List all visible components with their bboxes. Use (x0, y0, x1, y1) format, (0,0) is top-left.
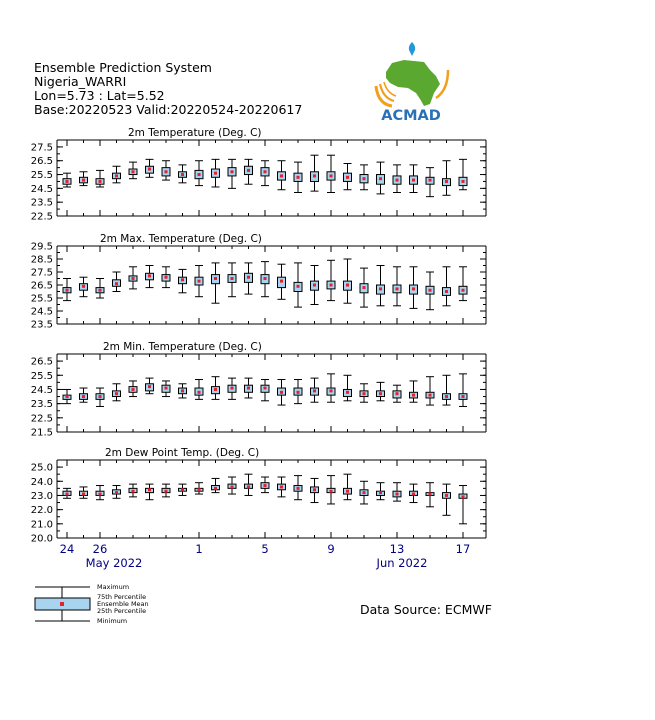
mean-marker (313, 174, 316, 177)
mean-marker (429, 289, 432, 292)
box-plot-day (146, 266, 154, 288)
mean-marker (264, 387, 267, 390)
box-plot-day (80, 487, 88, 498)
mean-marker (231, 485, 234, 488)
box-plot-day (426, 483, 434, 507)
box-plot-day (410, 381, 418, 402)
mean-marker (132, 277, 135, 280)
box-plot-day (261, 477, 269, 493)
panel-title: 2m Max. Temperature (Deg. C) (100, 233, 262, 245)
mean-marker (280, 280, 283, 283)
mean-marker (379, 392, 382, 395)
box-plot-day (261, 262, 269, 297)
box-plot-day (327, 260, 335, 300)
mean-marker (363, 392, 366, 395)
mean-marker (445, 180, 448, 183)
mean-marker (115, 174, 118, 177)
mean-marker (247, 387, 250, 390)
box-plot-day (410, 484, 418, 502)
logo-text: ACMAD (381, 108, 441, 124)
box-plot-day (360, 268, 368, 307)
mean-marker (214, 277, 217, 280)
y-tick-label: 23.5 (30, 197, 53, 209)
panel-title: 2m Temperature (Deg. C) (128, 127, 262, 139)
x-tick-label: 17 (455, 542, 471, 556)
mean-marker (462, 495, 465, 498)
mean-marker (297, 285, 300, 288)
box-plot-day (80, 172, 88, 186)
y-tick-label: 25.5 (30, 370, 53, 382)
mean-marker (247, 169, 250, 172)
chart-panels (31, 127, 486, 570)
mean-marker (99, 180, 102, 183)
box-plot-day (459, 374, 467, 407)
mean-marker (429, 493, 432, 496)
header-location: Nigeria_WARRI (34, 74, 127, 89)
chart-panel (31, 233, 486, 331)
mean-marker (231, 277, 234, 280)
mean-marker (412, 287, 415, 290)
box-plot-day (294, 476, 302, 500)
box-plot-day (195, 266, 203, 297)
y-tick-label: 23.5 (30, 399, 53, 411)
box-plot-day (410, 165, 418, 193)
x-month-label: May 2022 (85, 556, 143, 570)
y-tick-label: 23.5 (30, 319, 53, 331)
y-tick-label: 26.5 (30, 280, 53, 292)
box-plot-day (162, 267, 170, 288)
box-plot-day (393, 385, 401, 402)
box-plot-day (327, 476, 335, 504)
mean-marker (214, 172, 217, 175)
mean-marker (132, 170, 135, 173)
mean-marker (297, 391, 300, 394)
y-tick-label: 24.5 (30, 183, 53, 195)
mean-marker (346, 391, 349, 394)
box-plot-day (80, 388, 88, 402)
mean-marker (396, 179, 399, 182)
box-plot-day (146, 159, 154, 177)
y-tick-label: 23.0 (30, 490, 53, 502)
box-plot-day (294, 263, 302, 307)
mean-marker (280, 485, 283, 488)
box-plot-day (245, 378, 253, 398)
box-plot-day (377, 162, 385, 194)
mean-marker (66, 180, 69, 183)
mean-marker (148, 168, 151, 171)
box-plot-day (426, 377, 434, 405)
mean-marker (181, 389, 184, 392)
mean-marker (313, 488, 316, 491)
box-plot-day (129, 267, 137, 289)
box-plot-day (443, 375, 451, 405)
mean-marker (363, 491, 366, 494)
box-plot-day (327, 374, 335, 402)
box-plot-day (63, 173, 71, 187)
chart-panel (31, 127, 486, 223)
box-plot-day (113, 384, 121, 401)
legend-p75-label: 75th Percentile (97, 593, 147, 601)
box-plot-day (294, 380, 302, 404)
box-plot-day (377, 483, 385, 500)
box-plot-day (459, 486, 467, 524)
box-plot-day (129, 162, 137, 179)
box-plot-day (212, 159, 220, 187)
mean-marker (214, 487, 217, 490)
mean-marker (429, 179, 432, 182)
acmad-logo (376, 42, 448, 124)
box-plot-day (443, 161, 451, 196)
box-plot-day (278, 161, 286, 190)
box-plot-day (393, 483, 401, 501)
x-month-label: Jun 2022 (376, 556, 428, 570)
mean-marker (198, 173, 201, 176)
header-coordinates: Lon=5.73 : Lat=5.52 (34, 88, 165, 103)
mean-marker (214, 388, 217, 391)
box-plot-day (96, 279, 104, 299)
box-plot-day (245, 474, 253, 495)
mean-marker (462, 395, 465, 398)
mean-marker (82, 395, 85, 398)
mean-marker (181, 278, 184, 281)
box-plot-day (195, 380, 203, 400)
x-tick-label: 5 (261, 542, 269, 556)
y-tick-label: 27.5 (30, 267, 53, 279)
box-plot-day (311, 378, 319, 402)
header-title: Ensemble Prediction System (34, 60, 212, 75)
box-plot-day (96, 486, 104, 500)
box-plot-day (311, 478, 319, 502)
mean-marker (264, 170, 267, 173)
mean-marker (82, 179, 85, 182)
mean-marker (148, 488, 151, 491)
mean-marker (264, 277, 267, 280)
mean-marker (379, 287, 382, 290)
box-plot-day (360, 165, 368, 190)
mean-marker (346, 284, 349, 287)
y-tick-label: 29.5 (30, 241, 53, 253)
data-source-label: Data Source: ECMWF (360, 602, 492, 617)
box-plot-day (360, 481, 368, 504)
panel-title: 2m Dew Point Temp. (Deg. C) (105, 447, 260, 459)
y-tick-label: 25.5 (30, 293, 53, 305)
box-plot-day (426, 272, 434, 310)
mean-marker (66, 395, 69, 398)
x-tick-label: 1 (195, 542, 203, 556)
mean-marker (379, 177, 382, 180)
legend-maximum-label: Maximum (97, 583, 130, 591)
mean-marker (462, 289, 465, 292)
box-plot-day (80, 277, 88, 297)
box-plot-day (426, 168, 434, 197)
box-plot-day (162, 381, 170, 397)
box-plot-day (410, 267, 418, 309)
box-plot-day (179, 484, 187, 495)
box-plot-day (179, 384, 187, 398)
mean-marker (412, 179, 415, 182)
chart-panel (31, 341, 486, 439)
box-plot-day (113, 486, 121, 499)
mean-marker (115, 392, 118, 395)
mean-marker (181, 173, 184, 176)
box-plot-day (377, 266, 385, 306)
mean-marker (132, 490, 135, 493)
mean-marker (313, 284, 316, 287)
box-plot-day (63, 279, 71, 301)
mean-marker (412, 493, 415, 496)
mean-marker (165, 387, 168, 390)
box-plot-day (377, 382, 385, 400)
y-tick-label: 22.5 (30, 413, 53, 425)
mean-marker (363, 286, 366, 289)
mean-marker (429, 394, 432, 397)
mean-marker (66, 493, 69, 496)
mean-marker (396, 392, 399, 395)
mean-marker (330, 174, 333, 177)
box-plot-day (344, 163, 352, 189)
mean-marker (297, 176, 300, 179)
mean-marker (363, 177, 366, 180)
y-tick-label: 24.5 (30, 384, 53, 396)
mean-marker (99, 493, 102, 496)
mean-marker (82, 493, 85, 496)
box-plot-day (96, 170, 104, 187)
mean-marker (396, 493, 399, 496)
mean-marker (346, 176, 349, 179)
mean-marker (247, 276, 250, 279)
box-plot-day (129, 381, 137, 397)
mean-marker (181, 488, 184, 491)
box-plot-day (278, 264, 286, 299)
box-plot-day (327, 155, 335, 192)
mean-marker (280, 174, 283, 177)
box-plot-day (228, 477, 236, 494)
mean-marker (165, 276, 168, 279)
box-plot-day (228, 263, 236, 297)
mean-marker (198, 488, 201, 491)
box-plot-day (195, 161, 203, 186)
y-tick-label: 22.5 (30, 211, 53, 223)
mean-marker (445, 395, 448, 398)
panel-title: 2m Min. Temperature (Deg. C) (103, 341, 262, 353)
legend-mean-dot (60, 602, 64, 606)
y-tick-label: 27.5 (30, 142, 53, 154)
x-tick-label: 9 (327, 542, 335, 556)
mean-marker (165, 490, 168, 493)
mean-marker (313, 389, 316, 392)
mean-marker (330, 490, 333, 493)
box-plot-day (261, 161, 269, 186)
mean-marker (231, 170, 234, 173)
y-tick-label: 25.5 (30, 170, 53, 182)
x-tick-label: 24 (59, 542, 75, 556)
legend-mean-label: Ensemble Mean (97, 600, 149, 608)
mean-marker (99, 289, 102, 292)
mean-marker (148, 385, 151, 388)
box-plot-day (245, 263, 253, 294)
box-plot-day (360, 384, 368, 402)
mean-marker (198, 391, 201, 394)
box-plot-day (162, 161, 170, 180)
box-plot-day (113, 166, 121, 183)
box-plot-day (294, 162, 302, 192)
box-plot-day (344, 474, 352, 500)
mean-marker (280, 391, 283, 394)
y-tick-label: 21.0 (30, 519, 53, 531)
box-plot-day (311, 155, 319, 191)
mean-marker (198, 280, 201, 283)
box-plot-day (344, 375, 352, 401)
x-tick-label: 26 (92, 542, 108, 556)
box-plot-day (278, 477, 286, 497)
y-tick-label: 24.5 (30, 306, 53, 318)
x-tick-label: 13 (389, 542, 405, 556)
mean-marker (66, 289, 69, 292)
mean-marker (264, 484, 267, 487)
mean-marker (445, 494, 448, 497)
mean-marker (445, 290, 448, 293)
mean-marker (115, 491, 118, 494)
mean-marker (297, 487, 300, 490)
box-plot-day (179, 269, 187, 292)
box-plot-day (393, 165, 401, 193)
mean-marker (115, 282, 118, 285)
y-tick-label: 24.0 (30, 476, 53, 488)
mean-marker (231, 387, 234, 390)
mean-marker (247, 485, 250, 488)
box-plot-day (261, 380, 269, 401)
header-dates: Base:20220523 Valid:20220524-20220617 (34, 102, 303, 117)
y-tick-label: 26.5 (30, 356, 53, 368)
mean-marker (165, 170, 168, 173)
mean-marker (148, 274, 151, 277)
y-tick-label: 25.0 (30, 462, 53, 474)
box-plot-day (195, 483, 203, 494)
box-plot-day (96, 388, 104, 406)
box-plot-day (146, 378, 154, 394)
box-plot-day (63, 389, 71, 403)
mean-marker (330, 389, 333, 392)
box-plot-day (245, 159, 253, 184)
mean-marker (379, 491, 382, 494)
box-plot-day (459, 267, 467, 301)
y-tick-label: 22.0 (30, 505, 53, 517)
box-plot-day (179, 165, 187, 183)
box-plot-day (212, 478, 220, 492)
box-plot-day (129, 484, 137, 497)
box-plot-day (443, 267, 451, 306)
mean-marker (462, 180, 465, 183)
y-tick-label: 20.0 (30, 533, 53, 545)
legend-p25-label: 25th Percentile (97, 607, 147, 615)
box-plot-day (212, 377, 220, 400)
mean-marker (396, 287, 399, 290)
y-tick-label: 28.5 (30, 254, 53, 266)
box-plot-day (393, 267, 401, 306)
mean-marker (99, 395, 102, 398)
legend (35, 583, 149, 625)
box-plot-day (146, 484, 154, 500)
y-tick-label: 21.5 (30, 427, 53, 439)
box-plot-day (278, 380, 286, 406)
legend-minimum-label: Minimum (97, 617, 128, 625)
mean-marker (82, 285, 85, 288)
box-plot-day (311, 266, 319, 305)
box-plot-day (344, 259, 352, 303)
mean-marker (412, 394, 415, 397)
mean-marker (330, 284, 333, 287)
box-plot-day (459, 159, 467, 189)
chart-panel (31, 447, 486, 545)
mean-marker (346, 490, 349, 493)
box-plot-day (162, 484, 170, 497)
y-tick-label: 26.5 (30, 156, 53, 168)
mean-marker (132, 388, 135, 391)
box-plot-day (113, 272, 121, 292)
box-plot-day (63, 488, 71, 498)
box-plot-day (228, 159, 236, 188)
box-plot-day (228, 378, 236, 399)
box-plot-day (443, 484, 451, 515)
box-plot-day (212, 263, 220, 303)
